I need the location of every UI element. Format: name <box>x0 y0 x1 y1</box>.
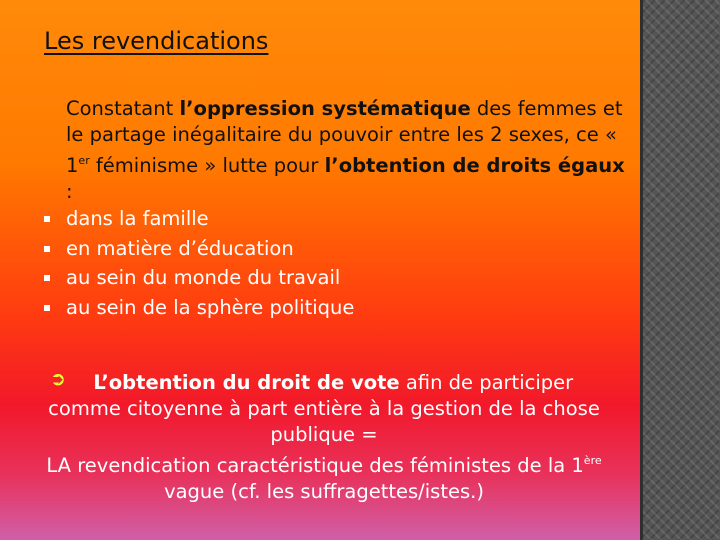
list-item-text: au sein de la sphère politique <box>66 295 355 319</box>
list-item <box>44 204 354 234</box>
arrow-icon: ➲ <box>50 368 66 390</box>
bullet-list <box>44 204 354 322</box>
conclusion-line-1 <box>44 370 604 448</box>
conclusion-sup: ère <box>583 454 602 467</box>
decorative-side-panel <box>640 0 720 540</box>
list-item-text: au sein du monde du travail <box>66 266 341 289</box>
intro-text-4: : <box>66 180 73 203</box>
conclusion-text-1: afin de participer comme citoyenne à part entière à la gestion de la chose publique = <box>48 371 600 446</box>
list-item-text: en matière d’éducation <box>66 236 294 260</box>
intro-bold-1: l’oppression systématique <box>179 97 471 120</box>
list-item <box>44 234 354 264</box>
intro-text-2: des femmes et le partage inégalitaire du pouvoir entre les 2 sexes, ce « 1 <box>66 97 623 177</box>
square-bullet-icon <box>44 216 50 222</box>
intro-bold-2: l’obtention de droits égaux <box>324 154 625 177</box>
square-bullet-icon <box>44 305 50 311</box>
slide-title: Les revendications <box>44 27 269 55</box>
intro-text-3: féminisme » lutte pour <box>89 154 325 177</box>
conclusion-paragraph <box>44 370 604 505</box>
conclusion-text-2: LA revendication caractéristique des féministes de la 1 <box>46 454 584 477</box>
list-item <box>44 263 354 293</box>
intro-paragraph <box>66 96 626 205</box>
list-item <box>44 293 354 323</box>
square-bullet-icon <box>44 275 50 281</box>
list-item-text: dans la famille <box>66 207 209 230</box>
conclusion-bold: L’obtention du droit de vote <box>93 371 400 394</box>
conclusion-text-3: vague (cf. les suffragettes/istes.) <box>164 480 484 503</box>
panel-divider <box>640 0 643 540</box>
conclusion-line-2 <box>44 448 604 505</box>
square-bullet-icon <box>44 246 50 252</box>
intro-sup: er <box>78 154 90 167</box>
intro-text-1: Constatant <box>66 97 180 120</box>
